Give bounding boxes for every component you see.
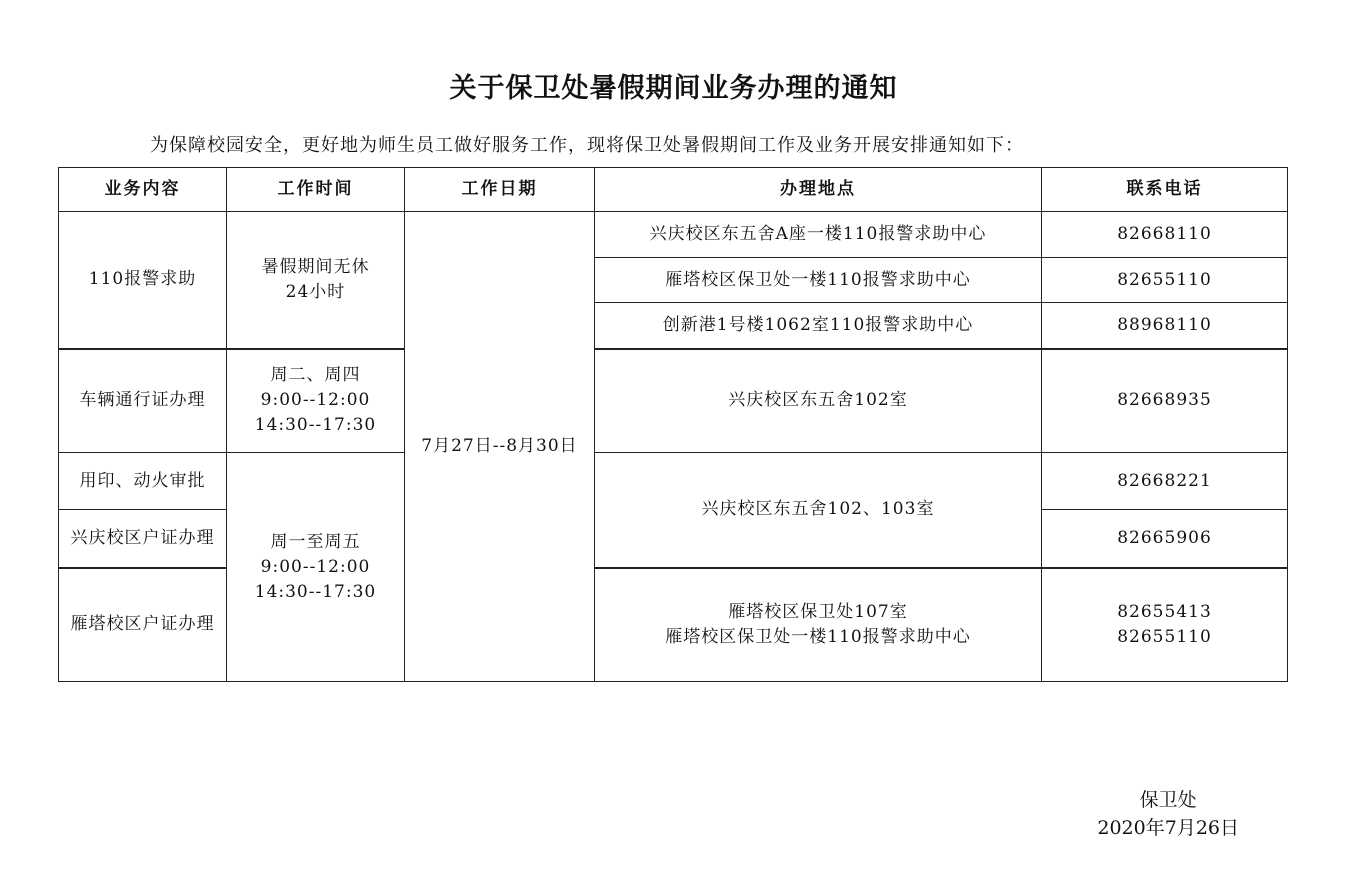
header-work-date: 工作日期: [405, 168, 595, 212]
location-line: 雁塔校区保卫处一楼110报警求助中心: [665, 626, 971, 647]
cell-business-yanta-hukou: 雁塔校区户证办理: [59, 568, 227, 682]
time-line: 周一至周五: [270, 531, 361, 552]
signature-date: 2020年7月26日: [1097, 817, 1239, 839]
cell-business-seal-fire: 用印、动火审批: [59, 453, 227, 510]
cell-location-police-2: 雁塔校区保卫处一楼110报警求助中心: [595, 258, 1042, 303]
time-line: 24小时: [285, 281, 346, 302]
cell-location-police-3: 创新港1号楼1062室110报警求助中心: [595, 303, 1042, 349]
intro-paragraph: 为保障校园安全，更好地为师生员工做好服务工作，现将保卫处暑假期间工作及业务开展安排通知如下：: [150, 135, 1024, 156]
cell-phone-xingqing-hukou: 82665906: [1042, 510, 1288, 568]
header-phone: 联系电话: [1042, 168, 1288, 212]
cell-location-vehicle: 兴庆校区东五舍102室: [595, 349, 1042, 453]
cell-business-xingqing-hukou: 兴庆校区户证办理: [59, 510, 227, 568]
location-line: 雁塔校区保卫处107室: [728, 601, 908, 622]
header-business: 业务内容: [59, 168, 227, 212]
cell-time-shared: [227, 453, 405, 682]
document-title: 关于保卫处暑假期间业务办理的通知: [449, 73, 898, 104]
cell-phone-police-2: 82655110: [1042, 258, 1288, 303]
cell-phone-police-3: 88968110: [1042, 303, 1288, 349]
table-row: [59, 212, 1288, 258]
cell-business-vehicle: 车辆通行证办理: [59, 349, 227, 453]
schedule-table: [58, 167, 1288, 682]
table-row: [59, 349, 1288, 453]
cell-phone-vehicle: 82668935: [1042, 349, 1288, 453]
cell-location-police-1: 兴庆校区东五舍A座一楼110报警求助中心: [595, 212, 1042, 258]
time-line: 9:00--12:00: [260, 556, 371, 577]
cell-location-yanta-hukou: [595, 568, 1042, 682]
time-line: 14:30--17:30: [254, 415, 377, 436]
time-line: 周二、周四: [270, 365, 361, 386]
cell-work-date: 7月27日--8月30日: [405, 212, 595, 682]
cell-phone-yanta-hukou: [1042, 568, 1288, 682]
cell-time-vehicle: [227, 349, 405, 453]
phone-line: 82655110: [1117, 626, 1212, 647]
table-header-row: [59, 168, 1288, 212]
cell-time-police: [227, 212, 405, 349]
table-row: [59, 453, 1288, 510]
cell-phone-seal-fire: 82668221: [1042, 453, 1288, 510]
signature-department: 保卫处: [1139, 789, 1197, 811]
cell-location-shared: 兴庆校区东五舍102、103室: [595, 453, 1042, 568]
cell-business-police: 110报警求助: [59, 212, 227, 349]
time-line: 暑假期间无休: [261, 256, 370, 277]
time-line: 9:00--12:00: [260, 390, 371, 411]
time-line: 14:30--17:30: [254, 581, 377, 602]
header-work-time: 工作时间: [227, 168, 405, 212]
header-location: 办理地点: [595, 168, 1042, 212]
cell-phone-police-1: 82668110: [1042, 212, 1288, 258]
phone-line: 82655413: [1117, 601, 1212, 622]
signature-block: [1097, 786, 1239, 842]
